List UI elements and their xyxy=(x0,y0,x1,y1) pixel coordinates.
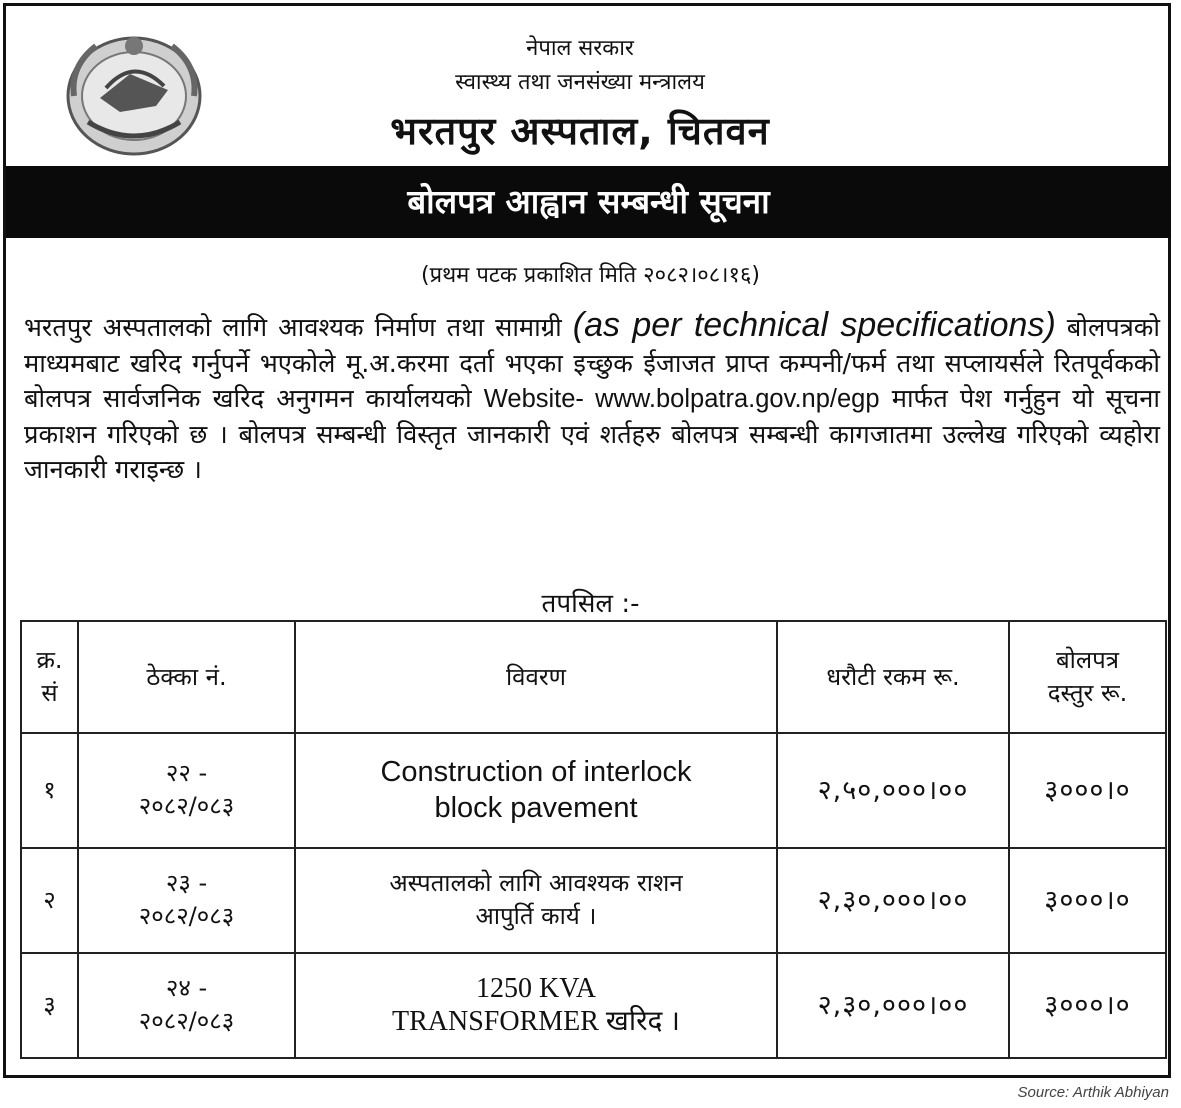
table-row xyxy=(21,953,1166,1058)
notice-banner: बोलपत्र आह्वान सम्बन्धी सूचना xyxy=(6,166,1171,238)
government-title: नेपाल सरकार xyxy=(526,36,634,61)
cell-sn: ३ xyxy=(21,953,78,1058)
cell-description: Construction of interlock block pavement xyxy=(295,733,777,848)
nepal-government-emblem-icon xyxy=(60,26,208,158)
cell-description: 1250 KVA TRANSFORMER खरिद । xyxy=(295,953,777,1058)
cell-fee: ३०००।० xyxy=(1009,848,1166,953)
hospital-title: भरतपुर अस्पताल, चितवन xyxy=(390,109,770,153)
cell-sn: २ xyxy=(21,848,78,953)
cell-contract: २३ - २०८२/०८३ xyxy=(78,848,295,953)
cell-fee: ३०००।० xyxy=(1009,953,1166,1058)
table-row xyxy=(21,733,1166,848)
header-deposit: धरौटी रकम रू. xyxy=(777,621,1009,733)
cell-fee: ३०००।० xyxy=(1009,733,1166,848)
header-fee: बोलपत्र दस्तुर रू. xyxy=(1009,621,1166,733)
cell-deposit: २,५०,०००।०० xyxy=(777,733,1009,848)
source-credit: Source: Arthik Abhiyan xyxy=(1017,1084,1169,1101)
notice-body xyxy=(24,308,1160,489)
header-description: विवरण xyxy=(295,621,777,733)
publication-date: (प्रथम पटक प्रकाशित मिति २०८२।०८।१६) xyxy=(421,263,760,288)
table-header-row xyxy=(21,621,1166,733)
cell-deposit: २,३०,०००।०० xyxy=(777,953,1009,1058)
cell-contract: २४ - २०८२/०८३ xyxy=(78,953,295,1058)
notice-text-part3: मार्फत पेश गर्नुहुन यो सूचना प्रकाशन गरिएको छ । बोलपत्र सम्बन्धी विस्तृत जानकारी एवं शर्तहरु बोलपत्र सम्बन्धी कागजातमा उल्लेख गरिएको व्यहोरा जानकारी गराइन्छ । xyxy=(24,384,1160,485)
header-sn: क्र. सं xyxy=(21,621,78,733)
cell-contract: २२ - २०८२/०८३ xyxy=(78,733,295,848)
details-heading: तपसिल :- xyxy=(541,589,640,619)
cell-deposit: २,३०,०००।०० xyxy=(777,848,1009,953)
table-row xyxy=(21,848,1166,953)
notice-emphasis: (as per technical specifications) xyxy=(572,306,1056,344)
cell-description: अस्पतालको लागि आवश्यक राशन आपुर्ति कार्य । xyxy=(295,848,777,953)
notice-text-part1: भरतपुर अस्पतालको लागि आवश्यक निर्माण तथा सामाग्री xyxy=(24,313,573,343)
notice-text-part2: बोलपत्रको माध्यमबाट खरिद गर्नुपर्ने भएकोले मू.अ.करमा दर्ता भएका इच्छुक ईजाजत प्राप्त कम्पनी/फर्म तथा सप्लायर्सले रितपूर्वकको बोलपत्र सार्वजनिक खरिद अनुगमन कार्यालयको xyxy=(24,313,1160,414)
tender-table xyxy=(20,620,1167,1059)
notice-website: Website- www.bolpatra.gov.np/egp xyxy=(483,385,880,413)
ministry-title: स्वास्थ्य तथा जनसंख्या मन्त्रालय xyxy=(455,70,705,95)
header-contract: ठेक्का नं. xyxy=(78,621,295,733)
cell-sn: १ xyxy=(21,733,78,848)
